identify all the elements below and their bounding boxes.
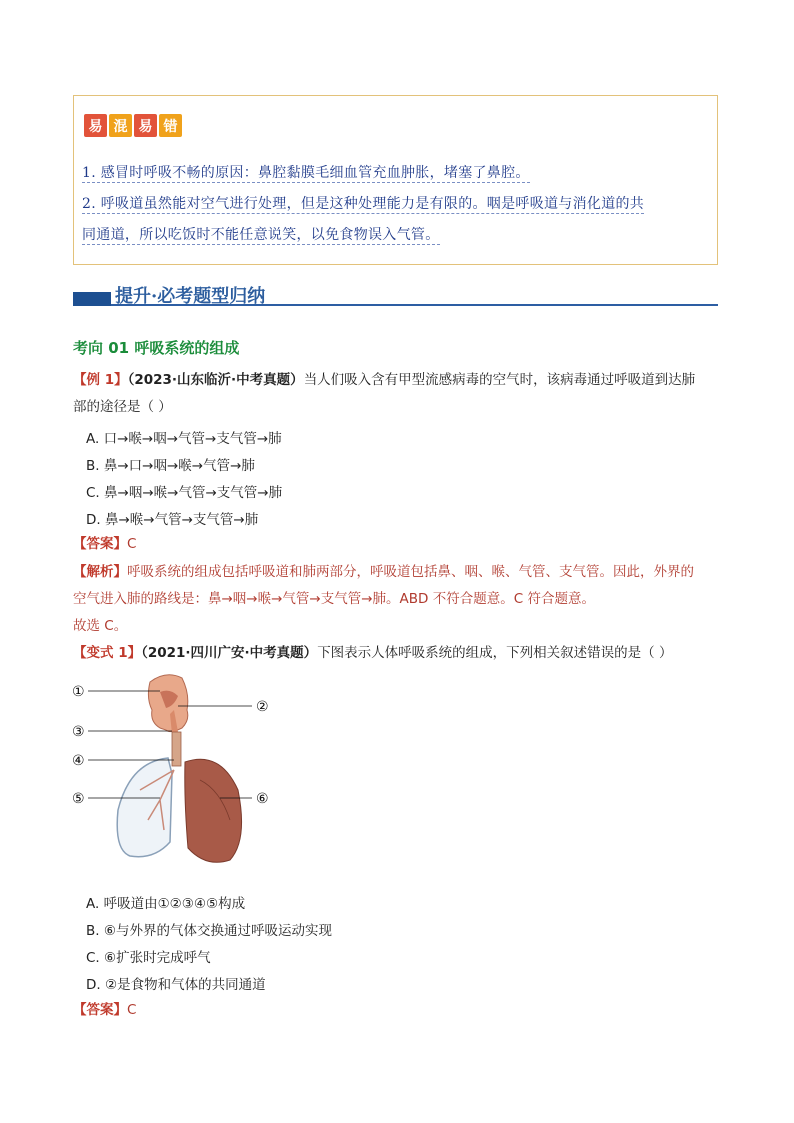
banner-accent-bar bbox=[73, 292, 111, 306]
example-tag: 【例 1】 bbox=[73, 372, 128, 388]
example1-analysis bbox=[73, 562, 694, 582]
label-4: ④ bbox=[72, 753, 85, 769]
right-lung-shape bbox=[185, 759, 242, 862]
option-b: B. 鼻→口→咽→喉→气管→肺 bbox=[86, 458, 255, 474]
variant-option-a: A. 呼吸道由①②③④⑤构成 bbox=[86, 896, 246, 912]
tip-line-2: 2. 呼吸道虽然能对空气进行处理，但是这种处理能力是有限的。咽是呼吸道与消化道的共 bbox=[82, 196, 645, 212]
badge-char: 易 bbox=[84, 114, 107, 137]
analysis-text: 呼吸系统的组成包括呼吸道和肺两部分，呼吸道包括鼻、咽、喉、气管、支气管。因此，外界的 bbox=[127, 564, 694, 580]
answer-tag: 【答案】 bbox=[73, 536, 127, 552]
example1-question bbox=[73, 370, 695, 390]
variant-question-text: 下图表示人体呼吸系统的组成，下列相关叙述错误的是（ ） bbox=[317, 645, 673, 661]
common-mistakes-box bbox=[73, 95, 718, 265]
option-c: C. 鼻→咽→喉→气管→支气管→肺 bbox=[86, 485, 283, 501]
mistakes-badge-group bbox=[84, 114, 182, 137]
label-6: ⑥ bbox=[256, 791, 269, 807]
variant-tag: 【变式 1】 bbox=[73, 645, 142, 661]
label-3: ③ bbox=[72, 724, 85, 740]
variant-option-b: B. ⑥与外界的气体交换通过呼吸运动实现 bbox=[86, 923, 332, 939]
tip-line-1: 1. 感冒时呼吸不畅的原因：鼻腔黏膜毛细血管充血肿胀，堵塞了鼻腔。 bbox=[82, 165, 530, 181]
answer-value: C bbox=[127, 1002, 137, 1018]
analysis-tag: 【解析】 bbox=[73, 564, 127, 580]
variant1-question bbox=[73, 643, 672, 663]
badge-char: 混 bbox=[109, 114, 132, 137]
banner-title: 提升·必考题型归纳 bbox=[115, 286, 266, 307]
answer-value: C bbox=[127, 536, 137, 552]
label-5: ⑤ bbox=[72, 791, 85, 807]
example1-answer bbox=[73, 534, 136, 554]
option-a: A. 口→喉→咽→气管→支气管→肺 bbox=[86, 431, 282, 447]
example1-question-cont: 部的途径是（ ） bbox=[73, 399, 172, 415]
answer-tag: 【答案】 bbox=[73, 1002, 127, 1018]
section-banner bbox=[73, 282, 718, 308]
variant-source: （2021·四川广安·中考真题） bbox=[141, 645, 318, 661]
option-d: D. 鼻→喉→气管→支气管→肺 bbox=[86, 512, 259, 528]
example1-analysis-cont: 空气进入肺的路线是：鼻→咽→喉→气管→支气管→肺。ABD 不符合题意。C 符合题意。 bbox=[73, 591, 595, 607]
example1-conclusion: 故选 C。 bbox=[73, 618, 128, 634]
label-2: ② bbox=[256, 699, 269, 715]
badge-char: 易 bbox=[134, 114, 157, 137]
trachea-shape bbox=[172, 732, 181, 766]
example-question-text: 当人们吸入含有甲型流感病毒的空气时，该病毒通过呼吸道到达肺 bbox=[303, 372, 696, 388]
respiratory-system-diagram bbox=[70, 670, 310, 870]
tip-line-3: 同通道，所以吃饭时不能任意说笑，以免食物误入气管。 bbox=[82, 227, 440, 243]
left-lung-shape bbox=[117, 758, 172, 857]
badge-char: 错 bbox=[159, 114, 182, 137]
label-1: ① bbox=[72, 684, 85, 700]
variant1-answer bbox=[73, 1000, 136, 1020]
example-source: （2023·山东临沂·中考真题） bbox=[127, 372, 304, 388]
variant-option-c: C. ⑥扩张时完成呼气 bbox=[86, 950, 211, 966]
topic-heading: 考向 01 呼吸系统的组成 bbox=[73, 339, 240, 357]
variant-option-d: D. ②是食物和气体的共同通道 bbox=[86, 977, 266, 993]
